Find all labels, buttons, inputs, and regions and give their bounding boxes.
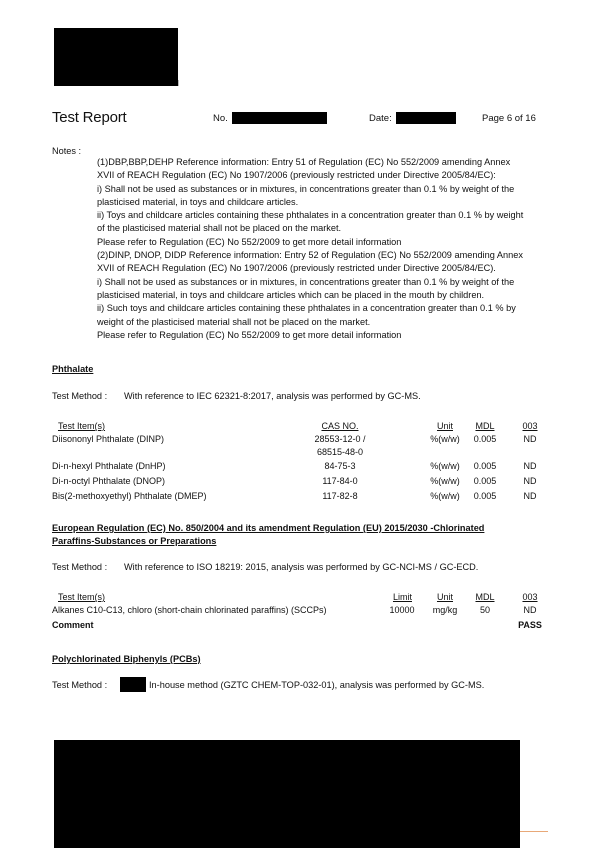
comment-label: Comment	[52, 620, 94, 630]
table-row-unit: %(w/w)	[430, 461, 460, 471]
column-header-sample: 003	[522, 592, 538, 602]
phthalate-method: With reference to IEC 62321-8:2017, analysis was performed by GC-MS.	[124, 391, 421, 401]
redacted-report-number	[232, 112, 327, 124]
table-row-unit: %(w/w)	[430, 476, 460, 486]
notes-line: XVII of REACH Regulation (EC) No 1907/2006 (previously restricted under Directive 2005/84/EC):	[97, 170, 496, 181]
notes-line: XVII of REACH Regulation (EC) No 1907/2006 (previously restricted under Directive 2005/84/EC).	[97, 263, 496, 274]
table-row-result: ND	[523, 476, 537, 486]
table-row-unit: %(w/w)	[430, 491, 460, 501]
sccp-heading-line1: European Regulation (EC) No. 850/2004 and its amendment Regulation (EU) 2015/2030 -Chlorinated	[52, 523, 485, 533]
report-date-label: Date:	[369, 113, 392, 124]
table-row-result: ND	[523, 491, 537, 501]
table-row-result: ND	[523, 434, 537, 444]
redacted-logo	[54, 28, 178, 86]
pcb-method: In-house method (GZTC CHEM-TOP-032-01), analysis was performed by GC-MS.	[149, 680, 485, 690]
table-row-item: Bis(2-methoxyethyl) Phthalate (DMEP)	[52, 491, 207, 501]
pcb-method-label: Test Method :	[52, 680, 108, 690]
table-row-item: Diisononyl Phthalate (DINP)	[52, 434, 165, 444]
column-header-unit: Unit	[436, 421, 453, 431]
notes-line: Please refer to Regulation (EC) No 552/2009 to get more detail information	[97, 329, 402, 340]
table-row-cas: 84-75-3	[324, 461, 356, 471]
sccp-heading-line2: Paraffins-Substances or Preparations	[52, 536, 217, 546]
table-row-limit: 10000	[389, 605, 415, 615]
page-number: Page 6 of 16	[482, 113, 536, 124]
notes-label: Notes :	[52, 146, 82, 156]
table-row-cas: 117-82-8	[322, 491, 358, 501]
notes-body	[97, 156, 571, 342]
notes-line: i) Shall not be used as substances or in mixtures, in concentrations greater than 0.1 % by weight of the	[97, 183, 515, 194]
table-row-item: Alkanes C10-C13, chloro (short-chain chlorinated paraffins) (SCCPs)	[52, 605, 327, 615]
comment-result: PASS	[518, 620, 542, 630]
column-header-mdl: MDL	[475, 421, 495, 431]
table-row-unit: mg/kg	[432, 605, 458, 615]
column-header-limit: Limit	[392, 592, 412, 602]
sccp-method: With reference to ISO 18219: 2015, analysis was performed by GC-NCI-MS / GC-ECD.	[124, 562, 479, 572]
notes-line: (2)DINP, DNOP, DIDP Reference information: Entry 52 of Regulation (EC) No 552/2009 amending Annex	[97, 250, 523, 261]
column-header-cas: CAS NO.	[321, 421, 359, 431]
table-row-cas: 117-84-0	[322, 476, 358, 486]
notes-line: plasticised material, in toys and childcare articles which can be placed in the mouth by children.	[97, 289, 485, 300]
table-row-item: Di-n-octyl Phthalate (DNOP)	[52, 476, 166, 486]
column-header-unit: Unit	[436, 592, 453, 602]
phthalate-heading: Phthalate	[52, 364, 94, 374]
notes-line: plasticised material, in toys and childcare articles.	[97, 196, 299, 207]
table-row-mdl: 0.005	[473, 434, 497, 444]
redacted-footer-block	[54, 740, 520, 848]
table-row-mdl: 50	[479, 605, 490, 615]
table-row-mdl: 0.005	[473, 461, 497, 471]
report-no-label: No.	[213, 113, 228, 124]
notes-line: i) Shall not be used as substances or in mixtures, in concentrations greater than 0.1 % by weight of the	[97, 276, 515, 287]
table-row-result: ND	[523, 605, 537, 615]
table-row-mdl: 0.005	[473, 491, 497, 501]
notes-line: ii) Toys and childcare articles containing these phthalates in a concentration greater than 0.1 % by weight	[97, 210, 524, 221]
column-header-sample: 003	[522, 421, 538, 431]
crop-mark	[178, 80, 179, 86]
crop-mark	[520, 831, 548, 832]
notes-line: of the plasticised material shall not be placed on the market.	[97, 223, 342, 234]
table-row-cas-alt: 68515-48-0	[316, 447, 364, 457]
table-row-result: ND	[523, 461, 537, 471]
table-row-item: Di-n-hexyl Phthalate (DnHP)	[52, 461, 166, 471]
redacted-report-date	[396, 112, 456, 124]
table-row-mdl: 0.005	[473, 476, 497, 486]
table-row-unit: %(w/w)	[430, 434, 460, 444]
notes-line: Please refer to Regulation (EC) No 552/2009 to get more detail information	[97, 236, 402, 247]
sccp-method-label: Test Method :	[52, 562, 108, 572]
column-header-test-item: Test Item(s)	[58, 592, 106, 602]
notes-line: (1)DBP,BBP,DEHP Reference information: Entry 51 of Regulation (EC) No 552/2009 amending Annex	[97, 157, 511, 167]
table-row-cas: 28553-12-0 /	[314, 434, 366, 444]
pcb-heading: Polychlorinated Biphenyls (PCBs)	[52, 654, 201, 664]
phthalate-method-label: Test Method :	[52, 391, 108, 401]
report-title: Test Report	[52, 109, 127, 126]
column-header-test-item: Test Item(s)	[58, 421, 106, 431]
notes-line: ii) Such toys and childcare articles containing these phthalates in a concentration greater than 0.1 % by	[97, 303, 516, 314]
redacted-method-mark	[120, 677, 146, 692]
column-header-mdl: MDL	[475, 592, 495, 602]
notes-line: weight of the plasticised material shall not be placed on the market.	[97, 316, 371, 327]
